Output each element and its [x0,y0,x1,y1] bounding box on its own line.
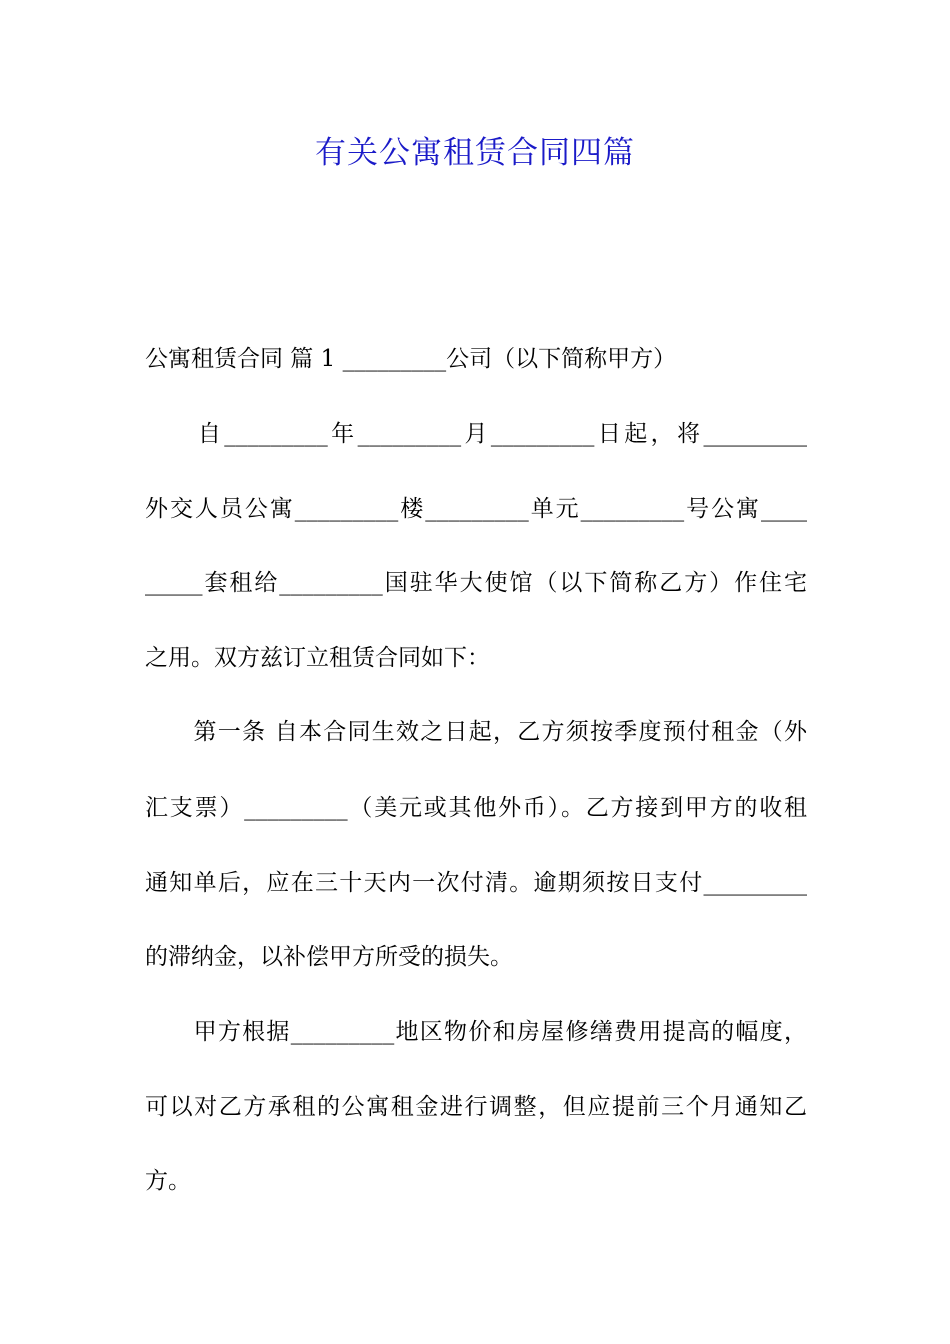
body-line-6: 第一条 自本合同生效之日起，乙方须按季度预付租金（外 [145,719,807,745]
body-line-3: 外交人员公寓_________楼_________单元_________号公寓____ [145,496,807,522]
body-line-7: 汇支票）_________（美元或其他外币）。乙方接到甲方的收租 [145,795,807,821]
body-line-4: _____套租给_________国驻华大使馆（以下简称乙方）作住宅 [145,570,807,596]
body-line-10: 甲方根据_________地区物价和房屋修缮费用提高的幅度， [145,1019,807,1045]
body-line-11: 可以对乙方承租的公寓租金进行调整，但应提前三个月通知乙 [145,1094,807,1120]
body-line-1: 公寓租赁合同 篇 1 _________公司（以下简称甲方） [145,346,677,372]
body-line-5: 之用。双方兹订立租赁合同如下： [145,645,490,671]
body-line-9: 的滞纳金，以补偿甲方所受的损失。 [145,944,513,970]
body-line-8: 通知单后，应在三十天内一次付清。逾期须按日支付_________ [145,870,807,896]
body-line-12: 方。 [145,1168,191,1194]
document-title: 有关公寓租赁合同四篇 [315,135,635,171]
body-line-2: 自_________年_________月_________日起，将_________ [145,421,807,447]
